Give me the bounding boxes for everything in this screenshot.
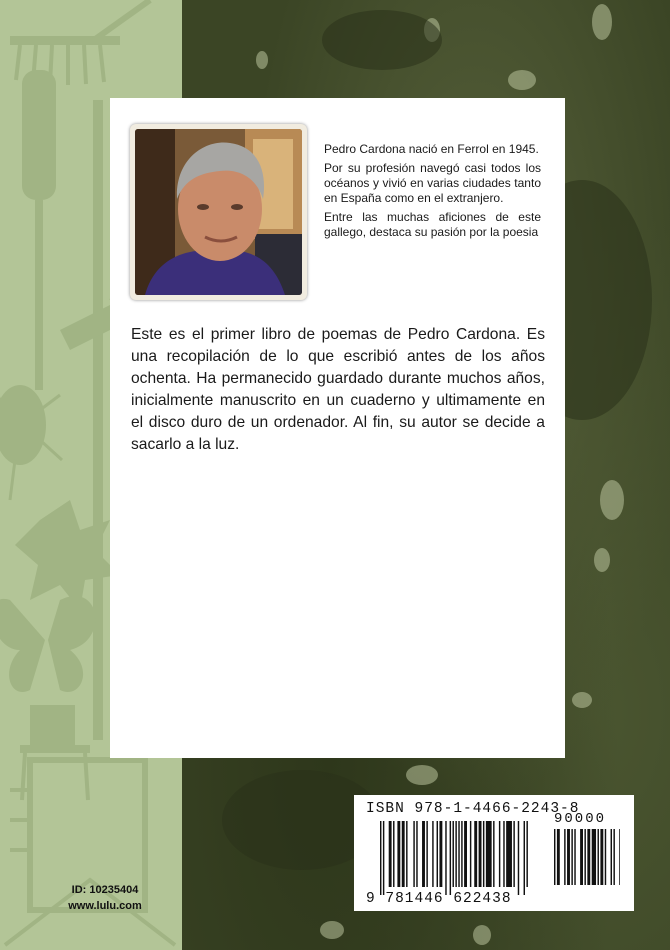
book-blurb: Este es el primer libro de poemas de Pedro Cardona. Es una recopilación de lo que escribió antes de los años ochenta. Ha permanecido guardado durante muchos años, inicialmente manuscrito en un cuaderno y ultimamente en el disco duro de un ordenador. Al fin, su autor se decide a sacarlo a la luz. <box>131 326 545 453</box>
price-addon-barcode <box>554 829 620 893</box>
barcode-bar <box>461 821 462 887</box>
barcode-bar <box>524 821 525 895</box>
barcode-bar <box>483 821 484 887</box>
barcode-bar <box>557 829 560 885</box>
barcode-bar <box>493 821 494 887</box>
barcode-bar <box>458 821 459 887</box>
barcode-bar <box>584 829 585 885</box>
barcode-bar <box>397 821 400 887</box>
barcode-bar <box>439 821 442 887</box>
isbn-barcode-box <box>354 795 634 911</box>
back-cover-text-panel <box>110 98 565 758</box>
isbn-label: ISBN 978-1-4466-2243-8 <box>366 801 580 817</box>
barcode-bar <box>613 829 614 885</box>
barcode-bar <box>402 821 405 887</box>
barcode-bar <box>486 821 492 887</box>
bio-paragraph: Por su profesión navegó casi todos los océanos y vivió en varias ciudades tanto en España como en el extranjero. <box>324 161 541 205</box>
barcode-bar <box>619 829 620 885</box>
barcode-bar <box>383 821 384 895</box>
barcode-bar <box>564 829 565 885</box>
barcode-bar <box>474 821 477 887</box>
barcode-bar <box>513 821 514 887</box>
barcode-bar <box>453 821 454 887</box>
barcode-bar <box>437 821 438 887</box>
barcode-bar <box>393 821 394 887</box>
barcode-bar <box>422 821 425 887</box>
barcode-bar <box>503 821 504 887</box>
publisher-url: www.lulu.com <box>68 900 142 912</box>
barcode-bar <box>587 829 590 885</box>
barcode-bar <box>470 821 471 887</box>
barcode-bar <box>592 829 596 885</box>
barcode-bar <box>479 821 482 887</box>
barcode-bar <box>567 829 570 885</box>
barcode-bar <box>464 821 467 887</box>
price-code: 90000 <box>554 811 607 827</box>
barcode-bar <box>598 829 599 885</box>
barcode-bar <box>571 829 572 885</box>
author-photo <box>135 129 302 295</box>
author-photo-frame <box>130 124 307 300</box>
barcode-bar <box>416 821 417 887</box>
barcode-bar <box>426 821 427 887</box>
barcode-bar <box>406 821 407 887</box>
bio-paragraph: Entre las muchas aficiones de este gallego, destaca su pasión por la poesia <box>324 210 541 239</box>
author-bio <box>324 142 541 244</box>
barcode-bar <box>432 821 433 887</box>
barcode-bar <box>445 821 446 895</box>
barcode-bar <box>455 821 456 887</box>
ean-barcode <box>380 821 544 895</box>
barcode-bar <box>526 821 527 887</box>
barcode-bar <box>518 821 519 895</box>
bio-paragraph: Pedro Cardona nació en Ferrol en 1945. <box>324 142 539 156</box>
barcode-bar <box>611 829 612 885</box>
barcode-bar <box>580 829 583 885</box>
barcode-bar <box>413 821 414 887</box>
barcode-bar <box>389 821 392 887</box>
barcode-bar <box>499 821 500 887</box>
barcode-bar <box>380 821 381 895</box>
ean-digits: 9 781446 622438 <box>366 891 512 907</box>
barcode-bar <box>605 829 606 885</box>
barcode-bar <box>574 829 575 885</box>
barcode-bar <box>450 821 451 895</box>
barcode-bar <box>506 821 512 887</box>
barcode-bar <box>600 829 603 885</box>
publisher-id: ID: 10235404 <box>71 884 139 896</box>
barcode-bar <box>554 829 555 885</box>
